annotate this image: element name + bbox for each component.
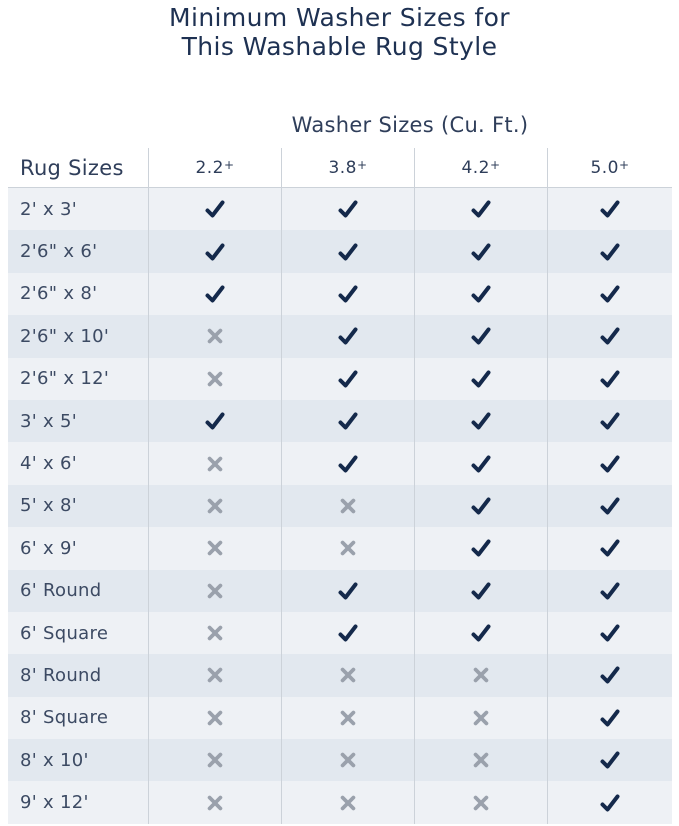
x-icon (206, 794, 224, 812)
check-icon (598, 706, 622, 730)
x-cell (414, 739, 547, 781)
check-cell (281, 442, 414, 484)
check-cell (414, 230, 547, 272)
check-icon (598, 282, 622, 306)
check-cell (547, 358, 672, 400)
x-cell (148, 781, 281, 823)
check-icon (469, 409, 493, 433)
table-body (8, 187, 672, 824)
check-icon (336, 367, 360, 391)
x-icon (206, 497, 224, 515)
check-icon (469, 324, 493, 348)
x-cell (148, 739, 281, 781)
rug-size-label: 8' x 10' (20, 749, 89, 771)
check-icon (336, 579, 360, 603)
check-icon (598, 748, 622, 772)
column-header-5.0 (547, 148, 672, 187)
check-cell (547, 612, 672, 654)
table-row (8, 315, 672, 357)
table-row (8, 358, 672, 400)
check-cell (547, 781, 672, 823)
x-icon (206, 370, 224, 388)
check-icon (598, 579, 622, 603)
table-row (8, 527, 672, 569)
x-icon (339, 709, 357, 727)
check-icon (336, 409, 360, 433)
plus-sign: + (223, 157, 235, 172)
check-icon (469, 282, 493, 306)
check-icon (336, 240, 360, 264)
x-cell (148, 570, 281, 612)
column-header-3.8 (281, 148, 414, 187)
x-icon (339, 666, 357, 684)
x-cell (148, 612, 281, 654)
x-cell (148, 527, 281, 569)
check-cell (547, 739, 672, 781)
check-icon (598, 240, 622, 264)
x-cell (148, 315, 281, 357)
check-cell (414, 188, 547, 230)
check-icon (336, 324, 360, 348)
check-cell (547, 527, 672, 569)
x-cell (281, 697, 414, 739)
x-icon (472, 794, 490, 812)
rug-size-label: 6' Round (20, 580, 102, 602)
plus-sign: + (489, 157, 501, 172)
x-cell (281, 781, 414, 823)
table-row (8, 781, 672, 823)
x-cell (281, 739, 414, 781)
rug-size-label: 8' Round (20, 664, 102, 686)
check-cell (281, 315, 414, 357)
rug-size-label: 2'6" x 12' (20, 368, 110, 390)
check-cell (547, 400, 672, 442)
check-cell (414, 612, 547, 654)
x-icon (206, 666, 224, 684)
plus-sign: + (356, 157, 368, 172)
rug-sizes-column-header: Rug Sizes (20, 155, 124, 180)
check-cell (148, 188, 281, 230)
check-icon (469, 579, 493, 603)
check-cell (547, 570, 672, 612)
x-cell (148, 654, 281, 696)
rug-size-label: 4' x 6' (20, 453, 77, 475)
check-cell (148, 273, 281, 315)
check-icon (598, 197, 622, 221)
check-cell (148, 400, 281, 442)
column-header-value: 4.2 (461, 157, 490, 178)
check-icon (336, 621, 360, 645)
check-cell (547, 697, 672, 739)
table-row (8, 273, 672, 315)
check-icon (598, 621, 622, 645)
check-icon (336, 452, 360, 476)
x-cell (148, 442, 281, 484)
column-header-value: 3.8 (328, 157, 357, 178)
check-cell (281, 612, 414, 654)
column-header-4.2 (414, 148, 547, 187)
x-icon (206, 539, 224, 557)
x-icon (472, 751, 490, 769)
x-icon (472, 666, 490, 684)
check-cell (414, 527, 547, 569)
check-cell (547, 273, 672, 315)
check-icon (598, 452, 622, 476)
x-icon (206, 709, 224, 727)
check-icon (598, 367, 622, 391)
page-title-line1: Minimum Washer Sizes for (169, 3, 510, 32)
check-cell (547, 442, 672, 484)
plus-sign: + (618, 157, 630, 172)
check-icon (469, 452, 493, 476)
check-icon (598, 663, 622, 687)
check-cell (148, 230, 281, 272)
column-header-value: 5.0 (590, 157, 619, 178)
x-icon (339, 497, 357, 515)
x-cell (148, 485, 281, 527)
check-cell (414, 485, 547, 527)
rug-size-label: 2'6" x 10' (20, 325, 110, 347)
x-icon (206, 455, 224, 473)
x-cell (148, 358, 281, 400)
rug-size-label: 2'6" x 6' (20, 241, 98, 263)
x-icon (206, 327, 224, 345)
check-cell (281, 273, 414, 315)
table-row (8, 654, 672, 696)
check-cell (414, 570, 547, 612)
x-icon (339, 539, 357, 557)
check-cell (547, 654, 672, 696)
check-cell (414, 315, 547, 357)
table-row (8, 739, 672, 781)
x-cell (281, 485, 414, 527)
column-header-value: 2.2 (195, 157, 224, 178)
page-title-line2: This Washable Rug Style (181, 32, 498, 61)
table-row (8, 485, 672, 527)
rug-size-label: 2'6" x 8' (20, 283, 98, 305)
x-cell (414, 697, 547, 739)
rug-size-label: 2' x 3' (20, 198, 77, 220)
check-icon (469, 240, 493, 264)
check-icon (336, 282, 360, 306)
check-icon (469, 536, 493, 560)
table-row (8, 230, 672, 272)
table-row (8, 612, 672, 654)
column-header-row (8, 148, 672, 187)
check-cell (281, 570, 414, 612)
rug-size-label: 9' x 12' (20, 792, 89, 814)
check-cell (281, 358, 414, 400)
check-icon (598, 536, 622, 560)
washer-size-table (0, 148, 679, 824)
table-row (8, 188, 672, 230)
rug-size-label: 5' x 8' (20, 495, 77, 517)
check-cell (414, 358, 547, 400)
check-cell (547, 188, 672, 230)
x-cell (281, 654, 414, 696)
check-cell (547, 315, 672, 357)
table-row (8, 570, 672, 612)
check-icon (203, 240, 227, 264)
x-icon (472, 709, 490, 727)
x-cell (414, 781, 547, 823)
check-icon (336, 197, 360, 221)
check-cell (414, 400, 547, 442)
check-icon (469, 367, 493, 391)
check-cell (414, 273, 547, 315)
x-icon (206, 582, 224, 600)
x-icon (339, 751, 357, 769)
check-icon (203, 197, 227, 221)
x-icon (206, 624, 224, 642)
rug-size-label: 6' x 9' (20, 537, 77, 559)
check-icon (598, 791, 622, 815)
check-icon (598, 494, 622, 518)
check-cell (281, 230, 414, 272)
table-row (8, 697, 672, 739)
check-cell (281, 400, 414, 442)
check-icon (203, 409, 227, 433)
page-title (0, 0, 679, 61)
check-icon (598, 324, 622, 348)
check-icon (469, 494, 493, 518)
x-icon (206, 751, 224, 769)
check-icon (469, 197, 493, 221)
check-icon (598, 409, 622, 433)
washer-sizes-group-header: Washer Sizes (Cu. Ft.) (291, 113, 529, 137)
check-icon (203, 282, 227, 306)
x-cell (414, 654, 547, 696)
check-icon (469, 621, 493, 645)
column-header-2.2 (148, 148, 281, 187)
x-cell (281, 527, 414, 569)
table-row (8, 442, 672, 484)
check-cell (281, 188, 414, 230)
rug-size-label: 8' Square (20, 707, 109, 729)
check-cell (547, 485, 672, 527)
rug-size-label: 3' x 5' (20, 410, 77, 432)
rug-size-label: 6' Square (20, 622, 109, 644)
x-icon (339, 794, 357, 812)
check-cell (547, 230, 672, 272)
check-cell (414, 442, 547, 484)
table-row (8, 400, 672, 442)
x-cell (148, 697, 281, 739)
